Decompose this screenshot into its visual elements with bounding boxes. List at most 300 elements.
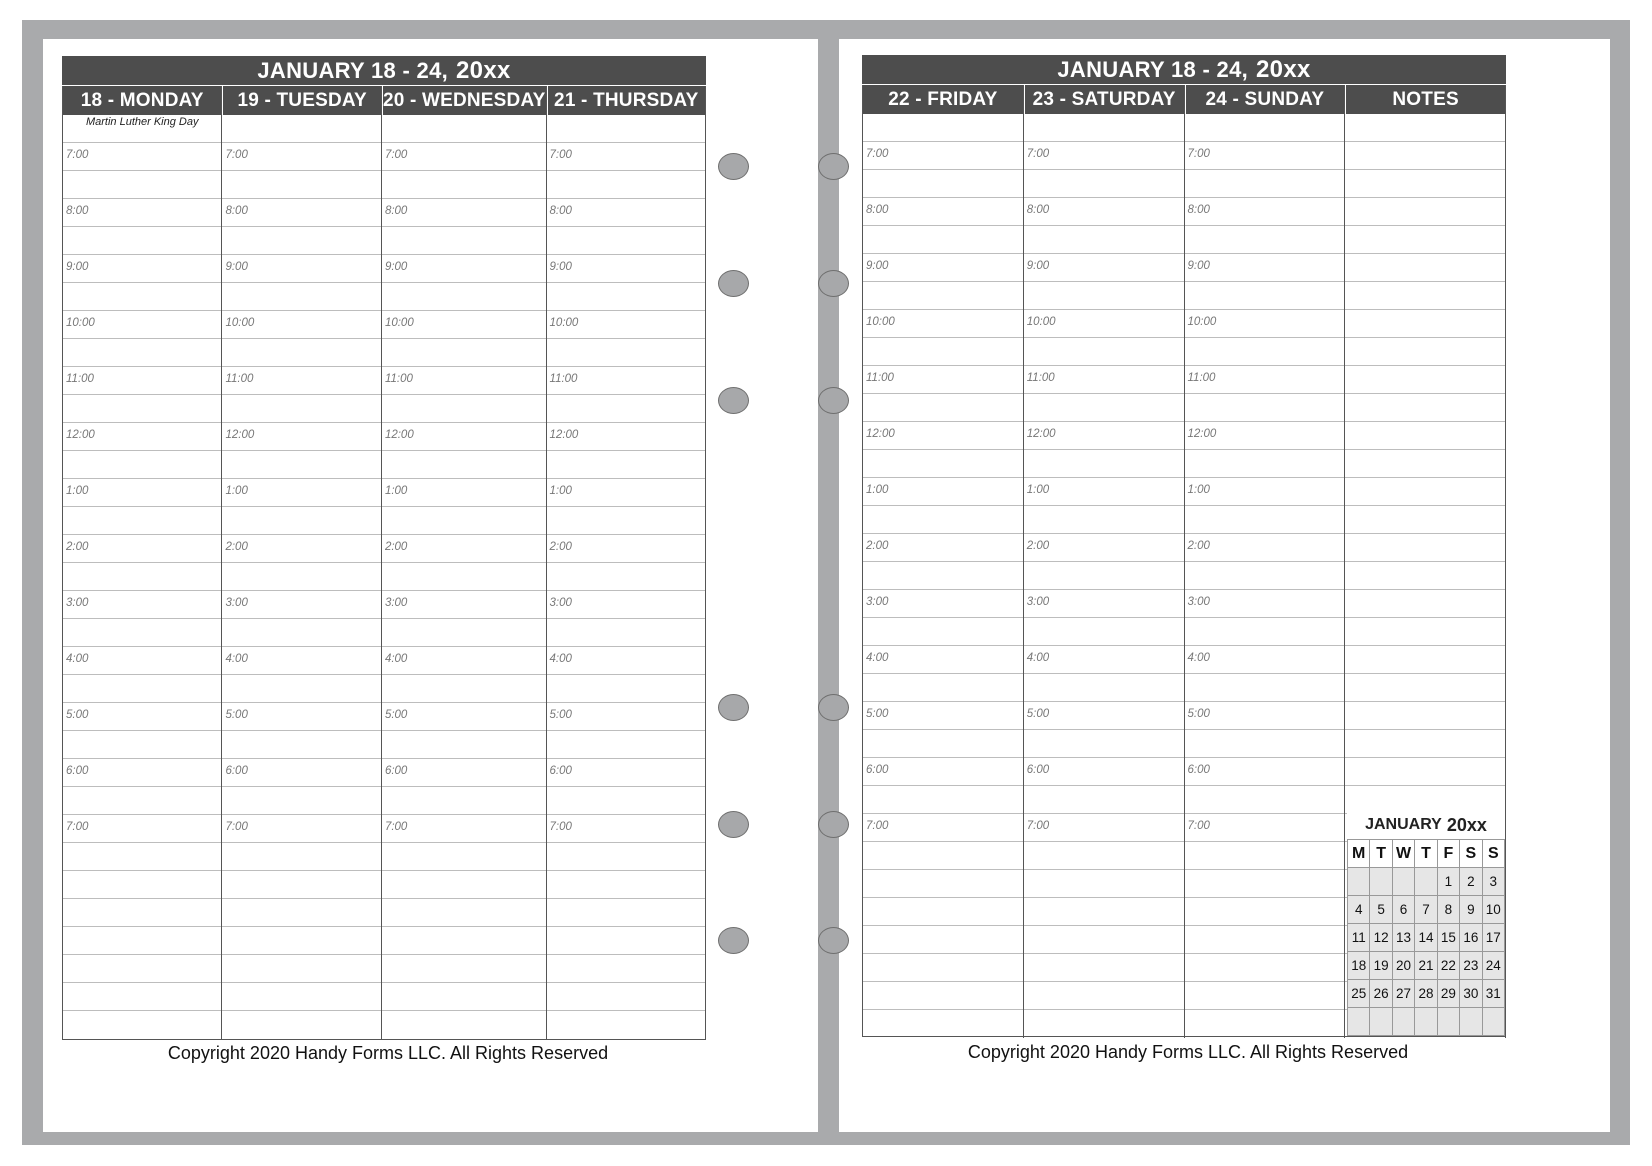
time-row[interactable]	[382, 871, 546, 899]
time-row[interactable]	[63, 143, 221, 171]
time-row[interactable]	[382, 1011, 546, 1039]
time-row[interactable]	[382, 479, 546, 507]
time-row[interactable]	[863, 310, 1023, 338]
time-row[interactable]	[863, 674, 1023, 702]
time-row[interactable]	[1345, 702, 1505, 730]
time-row[interactable]	[63, 115, 221, 143]
time-row[interactable]	[222, 535, 380, 563]
time-row[interactable]	[382, 367, 546, 395]
time-row[interactable]	[547, 311, 705, 339]
time-row[interactable]	[1345, 366, 1505, 394]
time-row[interactable]	[1345, 170, 1505, 198]
time-row[interactable]	[63, 283, 221, 311]
time-row[interactable]	[1185, 310, 1345, 338]
time-label: 5:00	[1187, 708, 1210, 720]
time-row[interactable]	[863, 842, 1023, 870]
time-row[interactable]	[63, 871, 221, 899]
time-row[interactable]	[63, 703, 221, 731]
time-row[interactable]	[382, 395, 546, 423]
time-row[interactable]	[1345, 226, 1505, 254]
time-row[interactable]	[1024, 786, 1184, 814]
time-row[interactable]	[1024, 926, 1184, 954]
time-row[interactable]	[547, 479, 705, 507]
time-row[interactable]	[382, 227, 546, 255]
time-row[interactable]	[863, 730, 1023, 758]
time-row[interactable]	[222, 283, 380, 311]
day-column	[222, 86, 381, 1039]
time-row[interactable]	[63, 787, 221, 815]
day-header: 18 - MONDAY	[63, 86, 221, 115]
time-row[interactable]	[1024, 870, 1184, 898]
time-row[interactable]	[1345, 282, 1505, 310]
notes-header: NOTES	[1345, 85, 1505, 114]
time-row[interactable]	[382, 423, 546, 451]
time-row[interactable]	[1185, 758, 1345, 786]
time-row[interactable]	[382, 199, 546, 227]
binder-hole-icon	[818, 694, 849, 721]
time-row[interactable]	[382, 143, 546, 171]
time-row[interactable]	[222, 423, 380, 451]
time-row[interactable]	[1024, 198, 1184, 226]
time-row[interactable]	[1185, 366, 1345, 394]
time-row[interactable]	[1345, 114, 1505, 142]
time-row[interactable]	[1024, 450, 1184, 478]
time-row[interactable]	[222, 311, 380, 339]
time-row[interactable]	[222, 899, 380, 927]
time-row[interactable]	[1185, 338, 1345, 366]
time-row[interactable]	[1185, 198, 1345, 226]
time-row[interactable]	[1185, 870, 1345, 898]
time-row[interactable]	[1345, 562, 1505, 590]
time-label: 10:00	[225, 317, 255, 329]
time-row[interactable]	[863, 450, 1023, 478]
time-row[interactable]	[382, 283, 546, 311]
time-row[interactable]	[547, 367, 705, 395]
time-row[interactable]	[1185, 954, 1345, 982]
time-row[interactable]	[63, 619, 221, 647]
time-row[interactable]	[63, 367, 221, 395]
time-row[interactable]	[1185, 282, 1345, 310]
time-row[interactable]	[1345, 758, 1505, 786]
time-row[interactable]	[1024, 506, 1184, 534]
time-row[interactable]	[1024, 646, 1184, 674]
time-row[interactable]	[1024, 590, 1184, 618]
time-row[interactable]	[222, 563, 380, 591]
time-row[interactable]	[63, 563, 221, 591]
time-row[interactable]	[863, 142, 1023, 170]
time-row[interactable]	[63, 255, 221, 283]
time-row[interactable]	[1185, 450, 1345, 478]
time-row[interactable]	[382, 563, 546, 591]
time-row[interactable]	[1024, 478, 1184, 506]
time-row[interactable]	[1024, 170, 1184, 198]
time-row[interactable]	[222, 703, 380, 731]
time-row[interactable]	[863, 198, 1023, 226]
time-row[interactable]	[547, 115, 705, 143]
time-row[interactable]	[1345, 310, 1505, 338]
time-row[interactable]	[1024, 1010, 1184, 1038]
time-label: 5:00	[866, 708, 889, 720]
mini-calendar-day	[1348, 1008, 1370, 1036]
time-row[interactable]	[222, 983, 380, 1011]
time-row[interactable]	[63, 423, 221, 451]
time-row[interactable]	[863, 394, 1023, 422]
time-row[interactable]	[547, 675, 705, 703]
time-row[interactable]	[382, 339, 546, 367]
time-row[interactable]	[382, 983, 546, 1011]
binder-hole-icon	[718, 811, 749, 838]
time-row[interactable]	[1024, 618, 1184, 646]
time-label: 10:00	[384, 317, 414, 329]
time-row[interactable]	[222, 227, 380, 255]
time-row[interactable]	[547, 1011, 705, 1039]
time-row[interactable]	[863, 254, 1023, 282]
time-row[interactable]	[547, 339, 705, 367]
time-row[interactable]	[1185, 254, 1345, 282]
time-row[interactable]	[1024, 226, 1184, 254]
time-row[interactable]	[547, 143, 705, 171]
time-label: 11:00	[1026, 372, 1055, 384]
time-row[interactable]	[1185, 842, 1345, 870]
day-column	[1024, 85, 1185, 1038]
time-row[interactable]	[382, 535, 546, 563]
time-row[interactable]	[222, 451, 380, 479]
time-label: 7:00	[384, 149, 408, 161]
time-row[interactable]	[1345, 198, 1505, 226]
time-row[interactable]	[1024, 954, 1184, 982]
time-row[interactable]	[222, 591, 380, 619]
time-row[interactable]	[1345, 254, 1505, 282]
time-row[interactable]	[547, 983, 705, 1011]
mini-calendar-day: 26	[1370, 980, 1392, 1008]
time-row[interactable]	[222, 395, 380, 423]
time-row[interactable]	[222, 619, 380, 647]
time-row[interactable]	[863, 338, 1023, 366]
time-row[interactable]	[1185, 786, 1345, 814]
time-row[interactable]	[222, 675, 380, 703]
time-row[interactable]	[382, 927, 546, 955]
time-row[interactable]	[1185, 534, 1345, 562]
time-row[interactable]	[1185, 702, 1345, 730]
time-row[interactable]	[382, 451, 546, 479]
time-row[interactable]	[547, 759, 705, 787]
time-row[interactable]	[1024, 394, 1184, 422]
time-row[interactable]	[1185, 1010, 1345, 1038]
time-row[interactable]	[1185, 478, 1345, 506]
time-row[interactable]	[63, 899, 221, 927]
time-row[interactable]	[63, 199, 221, 227]
time-row[interactable]	[1024, 142, 1184, 170]
time-row[interactable]	[863, 506, 1023, 534]
time-row[interactable]	[1345, 534, 1505, 562]
time-row[interactable]	[863, 870, 1023, 898]
time-row[interactable]	[63, 759, 221, 787]
time-row[interactable]	[547, 787, 705, 815]
time-row[interactable]	[382, 731, 546, 759]
time-label: 4:00	[66, 653, 89, 665]
time-row[interactable]	[863, 226, 1023, 254]
time-row[interactable]	[547, 423, 705, 451]
time-row[interactable]	[547, 871, 705, 899]
time-row[interactable]	[547, 815, 705, 843]
time-row[interactable]	[1024, 310, 1184, 338]
time-label: 1:00	[225, 485, 248, 497]
time-row[interactable]	[863, 170, 1023, 198]
time-row[interactable]	[222, 815, 380, 843]
time-row[interactable]	[63, 843, 221, 871]
time-row[interactable]	[547, 955, 705, 983]
time-label: 11:00	[66, 373, 94, 385]
time-row[interactable]	[547, 731, 705, 759]
time-row[interactable]	[1185, 142, 1345, 170]
time-label: 9:00	[1026, 260, 1050, 272]
time-row[interactable]	[222, 367, 380, 395]
time-row[interactable]	[1345, 450, 1505, 478]
time-row[interactable]	[863, 618, 1023, 646]
time-row[interactable]	[1345, 478, 1505, 506]
time-row[interactable]	[222, 1011, 380, 1039]
time-row[interactable]	[1185, 562, 1345, 590]
mini-calendar-weekday: F	[1438, 840, 1460, 868]
time-row[interactable]	[863, 478, 1023, 506]
time-label: 11:00	[549, 373, 578, 385]
time-row[interactable]	[863, 926, 1023, 954]
time-row[interactable]	[382, 955, 546, 983]
time-row[interactable]	[222, 507, 380, 535]
time-row[interactable]	[382, 619, 546, 647]
time-row[interactable]	[547, 171, 705, 199]
time-row[interactable]	[382, 507, 546, 535]
time-row[interactable]	[1024, 254, 1184, 282]
time-row[interactable]	[547, 451, 705, 479]
mini-calendar-day: 29	[1438, 980, 1460, 1008]
time-row[interactable]	[382, 815, 546, 843]
time-row[interactable]	[222, 871, 380, 899]
time-row[interactable]	[382, 787, 546, 815]
time-row[interactable]	[63, 507, 221, 535]
time-row[interactable]	[1345, 506, 1505, 534]
mini-calendar	[1347, 811, 1505, 1036]
time-row[interactable]	[1024, 338, 1184, 366]
time-row[interactable]	[382, 759, 546, 787]
time-row[interactable]	[1185, 926, 1345, 954]
time-row[interactable]	[1185, 618, 1345, 646]
binder-hole-icon	[818, 811, 849, 838]
time-row[interactable]	[222, 787, 380, 815]
time-row[interactable]	[222, 255, 380, 283]
time-row[interactable]	[863, 702, 1023, 730]
time-row[interactable]	[63, 675, 221, 703]
time-row[interactable]	[382, 591, 546, 619]
time-row[interactable]	[547, 283, 705, 311]
mini-calendar-day	[1370, 868, 1392, 896]
time-label: 1:00	[1026, 484, 1050, 496]
time-row[interactable]	[1345, 618, 1505, 646]
time-row[interactable]	[382, 647, 546, 675]
time-row[interactable]	[1345, 674, 1505, 702]
time-row[interactable]	[63, 983, 221, 1011]
time-row[interactable]	[1185, 226, 1345, 254]
time-row[interactable]	[382, 675, 546, 703]
time-row[interactable]	[863, 898, 1023, 926]
time-row[interactable]	[863, 982, 1023, 1010]
time-row[interactable]	[222, 479, 380, 507]
time-row[interactable]	[863, 646, 1023, 674]
time-row[interactable]	[63, 171, 221, 199]
mini-calendar-weekday: W	[1393, 840, 1415, 868]
time-row[interactable]	[382, 311, 546, 339]
time-row[interactable]	[1024, 702, 1184, 730]
time-row[interactable]	[222, 339, 380, 367]
time-row[interactable]	[547, 227, 705, 255]
time-row[interactable]	[863, 954, 1023, 982]
time-row[interactable]	[63, 535, 221, 563]
time-row[interactable]	[1024, 982, 1184, 1010]
time-row[interactable]	[63, 927, 221, 955]
time-label: 2:00	[66, 541, 89, 553]
time-row[interactable]	[1185, 814, 1345, 842]
time-label: 6:00	[384, 765, 408, 777]
time-row[interactable]	[1024, 674, 1184, 702]
time-row[interactable]	[222, 731, 380, 759]
time-row[interactable]	[1024, 842, 1184, 870]
time-row[interactable]	[1185, 506, 1345, 534]
time-row[interactable]	[547, 507, 705, 535]
time-label: 3:00	[1026, 596, 1050, 608]
time-row[interactable]	[1185, 114, 1345, 142]
time-row[interactable]	[863, 1010, 1023, 1038]
time-row[interactable]	[1185, 170, 1345, 198]
time-row[interactable]	[1345, 646, 1505, 674]
time-row[interactable]	[863, 534, 1023, 562]
time-row[interactable]	[222, 955, 380, 983]
left-week-title	[62, 56, 706, 85]
time-row[interactable]	[1185, 898, 1345, 926]
time-row[interactable]	[222, 843, 380, 871]
day-column	[863, 85, 1024, 1038]
time-row[interactable]	[63, 451, 221, 479]
time-row[interactable]	[863, 422, 1023, 450]
time-row[interactable]	[222, 115, 380, 143]
time-row[interactable]	[1024, 114, 1184, 142]
time-row[interactable]	[1185, 394, 1345, 422]
time-row[interactable]	[222, 647, 380, 675]
time-row[interactable]	[863, 758, 1023, 786]
time-label: 5:00	[1026, 708, 1050, 720]
time-row[interactable]	[382, 255, 546, 283]
time-label: 5:00	[225, 709, 248, 721]
time-row[interactable]	[1345, 730, 1505, 758]
time-row[interactable]	[547, 843, 705, 871]
time-row[interactable]	[863, 114, 1023, 142]
time-row[interactable]	[1345, 422, 1505, 450]
time-row[interactable]	[547, 647, 705, 675]
day-header: 20 - WEDNESDAY	[382, 86, 546, 115]
time-row[interactable]	[63, 731, 221, 759]
time-row[interactable]	[1185, 730, 1345, 758]
time-row[interactable]	[63, 395, 221, 423]
time-row[interactable]	[382, 899, 546, 927]
time-row[interactable]	[547, 899, 705, 927]
time-row[interactable]	[1345, 142, 1505, 170]
time-row[interactable]	[1185, 590, 1345, 618]
time-row[interactable]	[1185, 674, 1345, 702]
time-row[interactable]	[382, 171, 546, 199]
mini-calendar-day: 16	[1460, 924, 1482, 952]
time-row[interactable]	[1024, 282, 1184, 310]
time-row[interactable]	[547, 591, 705, 619]
time-row[interactable]	[63, 647, 221, 675]
time-row[interactable]	[63, 479, 221, 507]
day-header: 19 - TUESDAY	[222, 86, 380, 115]
time-row[interactable]	[863, 814, 1023, 842]
time-row[interactable]	[222, 171, 380, 199]
time-row[interactable]	[63, 815, 221, 843]
time-row[interactable]	[547, 927, 705, 955]
time-row[interactable]	[547, 563, 705, 591]
mini-calendar-day: 15	[1438, 924, 1460, 952]
time-row[interactable]	[863, 786, 1023, 814]
time-row[interactable]	[63, 339, 221, 367]
time-row[interactable]	[63, 227, 221, 255]
time-row[interactable]	[863, 590, 1023, 618]
time-row[interactable]	[1024, 730, 1184, 758]
time-row[interactable]	[1345, 590, 1505, 618]
time-row[interactable]	[1024, 562, 1184, 590]
time-row[interactable]	[1024, 534, 1184, 562]
time-label: 7:00	[1026, 148, 1050, 160]
time-row[interactable]	[547, 395, 705, 423]
time-row[interactable]	[547, 199, 705, 227]
time-row[interactable]	[1024, 814, 1184, 842]
time-row[interactable]	[222, 927, 380, 955]
time-row[interactable]	[547, 703, 705, 731]
time-row[interactable]	[63, 311, 221, 339]
time-row[interactable]	[863, 562, 1023, 590]
time-label: 7:00	[1187, 820, 1210, 832]
time-row[interactable]	[63, 591, 221, 619]
time-row[interactable]	[222, 199, 380, 227]
time-row[interactable]	[1185, 982, 1345, 1010]
time-row[interactable]	[382, 115, 546, 143]
time-row[interactable]	[1345, 394, 1505, 422]
time-row[interactable]	[382, 843, 546, 871]
time-label: 8:00	[1026, 204, 1050, 216]
time-row[interactable]	[1345, 338, 1505, 366]
time-row[interactable]	[1345, 786, 1505, 814]
time-row[interactable]	[1185, 646, 1345, 674]
mini-calendar-weekday: S	[1483, 840, 1505, 868]
time-label: 10:00	[866, 316, 895, 328]
time-row[interactable]	[1024, 758, 1184, 786]
time-row[interactable]	[63, 1011, 221, 1039]
time-row[interactable]	[1024, 898, 1184, 926]
time-row[interactable]	[382, 703, 546, 731]
time-row[interactable]	[863, 282, 1023, 310]
time-row[interactable]	[1185, 422, 1345, 450]
time-label: 1:00	[66, 485, 89, 497]
time-row[interactable]	[222, 143, 380, 171]
time-row[interactable]	[547, 619, 705, 647]
time-row[interactable]	[222, 759, 380, 787]
time-row[interactable]	[547, 255, 705, 283]
time-row[interactable]	[863, 366, 1023, 394]
time-row[interactable]	[1024, 422, 1184, 450]
time-row[interactable]	[1024, 366, 1184, 394]
time-row[interactable]	[63, 955, 221, 983]
time-row[interactable]	[547, 535, 705, 563]
time-label: 6:00	[866, 764, 889, 776]
